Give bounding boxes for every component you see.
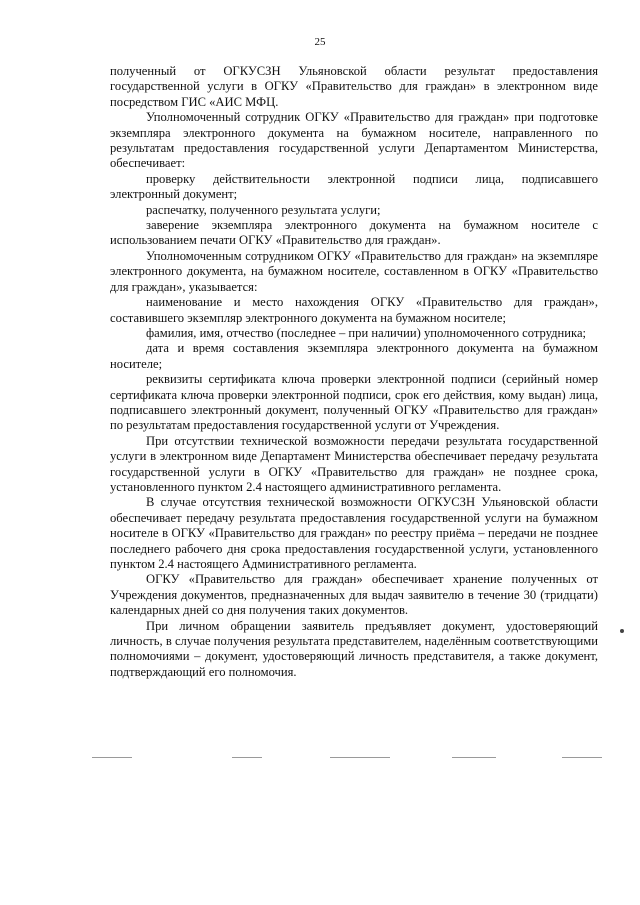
- scan-line-mark: [452, 757, 496, 758]
- paragraph: полученный от ОГКУСЗН Ульяновской области результат предоставления государственной услуги в ОГКУ «Правительство для граждан» в электронном виде посредством ГИС «АИС МФЦ.: [110, 64, 598, 109]
- paragraph: дата и время составления экземпляра электронного документа на бумажном носителе;: [110, 341, 598, 371]
- scan-line-mark: [92, 757, 132, 758]
- scan-line-mark: [330, 757, 390, 758]
- paragraph: реквизиты сертификата ключа проверки электронной подписи (серийный номер сертификата ключа проверки электронной подписи, срок его действия, кому выдан) лица, подписавшего электронный документ, полученный ОГКУ «Правительство для граждан» по результатам предоставления государственной услуги от Учреждения.: [110, 372, 598, 433]
- paragraph: фамилия, имя, отчество (последнее – при наличии) уполномоченного сотрудника;: [146, 325, 587, 340]
- scan-dot-mark: [620, 629, 624, 633]
- paragraph: ОГКУ «Правительство для граждан» обеспечивает хранение полученных от Учреждения документов, предназначенных для выдач заявителю в течение 30 (тридцати) календарных дней со дня получения таких документов.: [110, 572, 598, 618]
- paragraph: заверение экземпляра электронного документа на бумажном носителе с использованием печати ОГКУ «Правительство для граждан».: [110, 218, 598, 248]
- paragraph: Уполномоченный сотрудник ОГКУ «Правительство для граждан» при подготовке экземпляра электронного документа на бумажном носителе, направленного по результатам предоставления государственной услуги Департаментом Министерства, обеспечивает:: [110, 110, 598, 171]
- scan-line-mark: [562, 757, 602, 758]
- paragraph: При личном обращении заявитель предъявляет документ, удостоверяющий личность, в случае получения результата представителем, наделённым соответствующими полномочиями – документ, удостоверяющий личность представителя, а также документ, подтверждающий его полномочия.: [110, 618, 598, 679]
- paragraph: проверку действительности электронной подписи лица, подписавшего электронный документ;: [110, 171, 598, 202]
- paragraph: При отсутствии технической возможности передачи результата государственной услуги в электронном виде Департамент Министерства обеспечивает передачу результата государственной услуги в ОГКУ «Правительство для граждан» не позднее срока, установленного пунктом 2.4 настоящего административного регламента.: [110, 433, 598, 494]
- paragraph: наименование и место нахождения ОГКУ «Правительство для граждан», составившего экземпляр электронного документа на бумажном носителе;: [110, 295, 598, 325]
- paragraph: В случае отсутствия технической возможности ОГКУСЗН Ульяновской области обеспечивает передачу результата предоставления государственной услуги на бумажном носителе в ОГКУ «Правительство для граждан» по реестру приёма – передачи не позднее последнего рабочего дня срока предоставления государственной услуги, установленного пунктом 2.4 настоящего Административного регламента.: [110, 495, 598, 571]
- scan-line-mark: [232, 757, 262, 758]
- document-body: [110, 64, 598, 680]
- page-number: 25: [314, 36, 326, 48]
- paragraph: распечатку, полученного результата услуги;: [146, 202, 381, 217]
- paragraph: Уполномоченным сотрудником ОГКУ «Правительство для граждан» на экземпляре электронного документа, на бумажном носителе, составленном в ОГКУ «Правительство для граждан», указывается:: [110, 248, 598, 294]
